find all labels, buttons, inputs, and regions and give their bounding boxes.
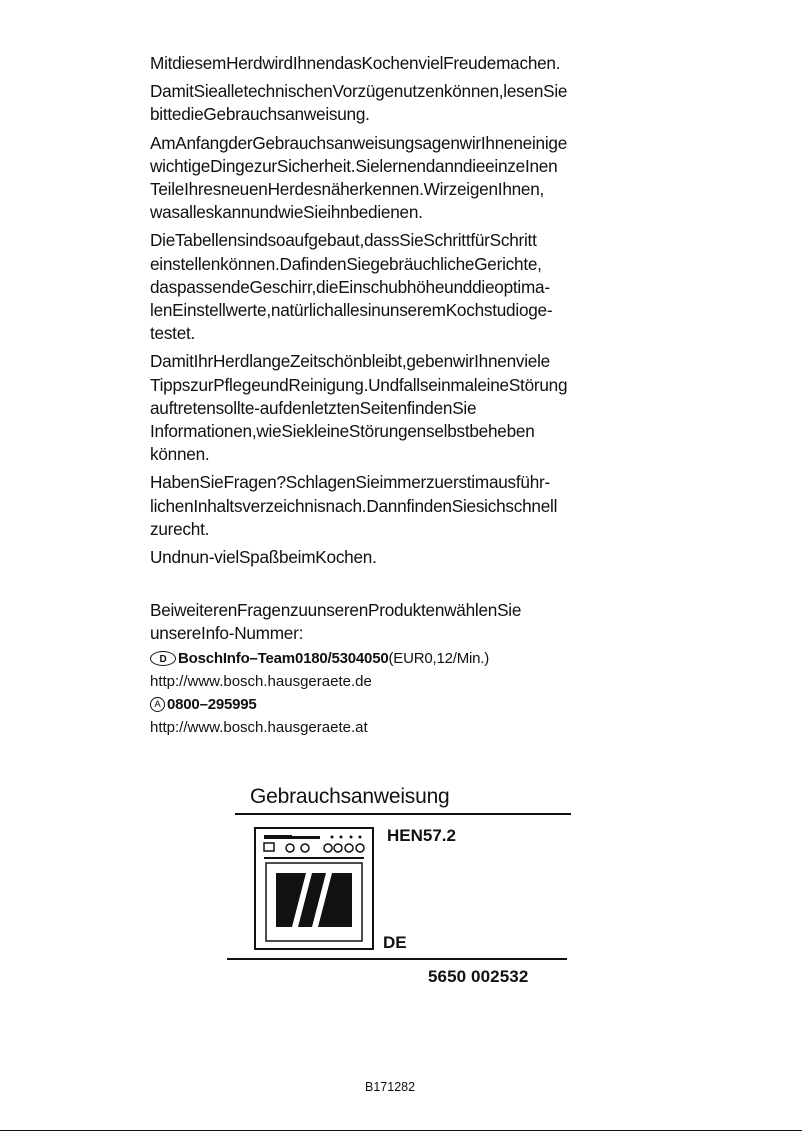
website-link-de[interactable]: http://www.bosch.hausgeraete.de bbox=[150, 673, 372, 691]
oven-button-grid bbox=[264, 843, 274, 851]
service-name: BoschInfo–Team bbox=[178, 650, 295, 668]
oven-indicator bbox=[359, 836, 362, 839]
oven-display-segment bbox=[286, 836, 310, 839]
country-badge-de: D bbox=[150, 651, 176, 666]
oven-display-segment bbox=[310, 836, 320, 839]
manual-title: Gebrauchsanweisung bbox=[250, 785, 450, 808]
oven-knob bbox=[301, 844, 309, 852]
intro-paragraph: Undnun-vielSpaßbeimKochen. bbox=[150, 547, 377, 568]
oven-indicator bbox=[331, 836, 334, 839]
language-code: DE bbox=[383, 933, 407, 952]
country-badge-at: A bbox=[150, 697, 165, 712]
model-number: HEN57.2 bbox=[387, 826, 456, 845]
intro-paragraph: DieTabellensindsoaufgebaut,dassSieSchrittfürSchritt einstellenkönnen.DafindenSiegebräuchlicheGerichte, daspassendeGeschirr,dieEinschubhöheunddieoptima- lenEinstellwerte,natürlichallesinunseremKochstudioge- testet. bbox=[150, 230, 553, 344]
phone-number-at[interactable]: 0800–295995 bbox=[167, 696, 257, 714]
cover-divider bbox=[227, 958, 567, 960]
document-reference: B171282 bbox=[365, 1080, 416, 1094]
oven-icon bbox=[254, 827, 374, 950]
contact-intro: BeiweiterenFragenzuunserenProduktenwählenSie unsereInfo-Nummer: bbox=[150, 600, 522, 644]
intro-paragraph: MitdiesemHerdwirdIhnendasKochenvielFreudemachen. bbox=[150, 53, 561, 73]
title-divider bbox=[235, 813, 571, 815]
oven-knob bbox=[345, 844, 353, 852]
oven-knob bbox=[324, 844, 332, 852]
contact-germany bbox=[150, 647, 620, 670]
intro-paragraph: DamitSiealletechnischenVorzügenutzenkönnen,lesenSie bittedieGebrauchsanweisung. bbox=[150, 81, 568, 125]
call-rate: (EUR0,12/Min.) bbox=[388, 650, 490, 668]
intro-paragraph: HabenSieFragen?SchlagenSieimmerzuerstimausführ- lichenInhaltsverzeichnisnach.DannfindenSiesichschnell zurecht. bbox=[150, 472, 558, 539]
oven-window bbox=[276, 873, 352, 927]
page-edge-line bbox=[0, 1130, 802, 1131]
contact-austria bbox=[150, 693, 620, 716]
intro-paragraph: AmAnfangderGebrauchsanweisungsagenwirIhneneinige wichtigeDingezurSicherheit.SielernendanndieeinzeInen TeileIhresneuenHerdesnäherkennen.WirzeigenIhnen, wasalleskannundwieSieihnbedienen. bbox=[150, 132, 568, 223]
contact-info bbox=[150, 599, 620, 739]
oven-knob bbox=[334, 844, 342, 852]
oven-indicator bbox=[350, 836, 353, 839]
phone-number-de[interactable]: 0180/5304050 bbox=[294, 650, 389, 668]
oven-knob bbox=[286, 844, 294, 852]
intro-paragraph: DamitIhrHerdlangeZeitschönbleibt,gebenwirIhnenviele TippszurPflegeundReinigung.UndfallseinmaleineStörung auftretensollte-aufdenletztenSeitenfindenSie Informationen,wieSiekleineStörungenselbstbeheben können. bbox=[150, 351, 568, 465]
oven-knob bbox=[356, 844, 364, 852]
part-number: 5650 002532 bbox=[428, 967, 529, 986]
website-link-at[interactable]: http://www.bosch.hausgeraete.at bbox=[150, 719, 368, 737]
oven-indicator bbox=[340, 836, 343, 839]
intro-text bbox=[150, 52, 620, 574]
